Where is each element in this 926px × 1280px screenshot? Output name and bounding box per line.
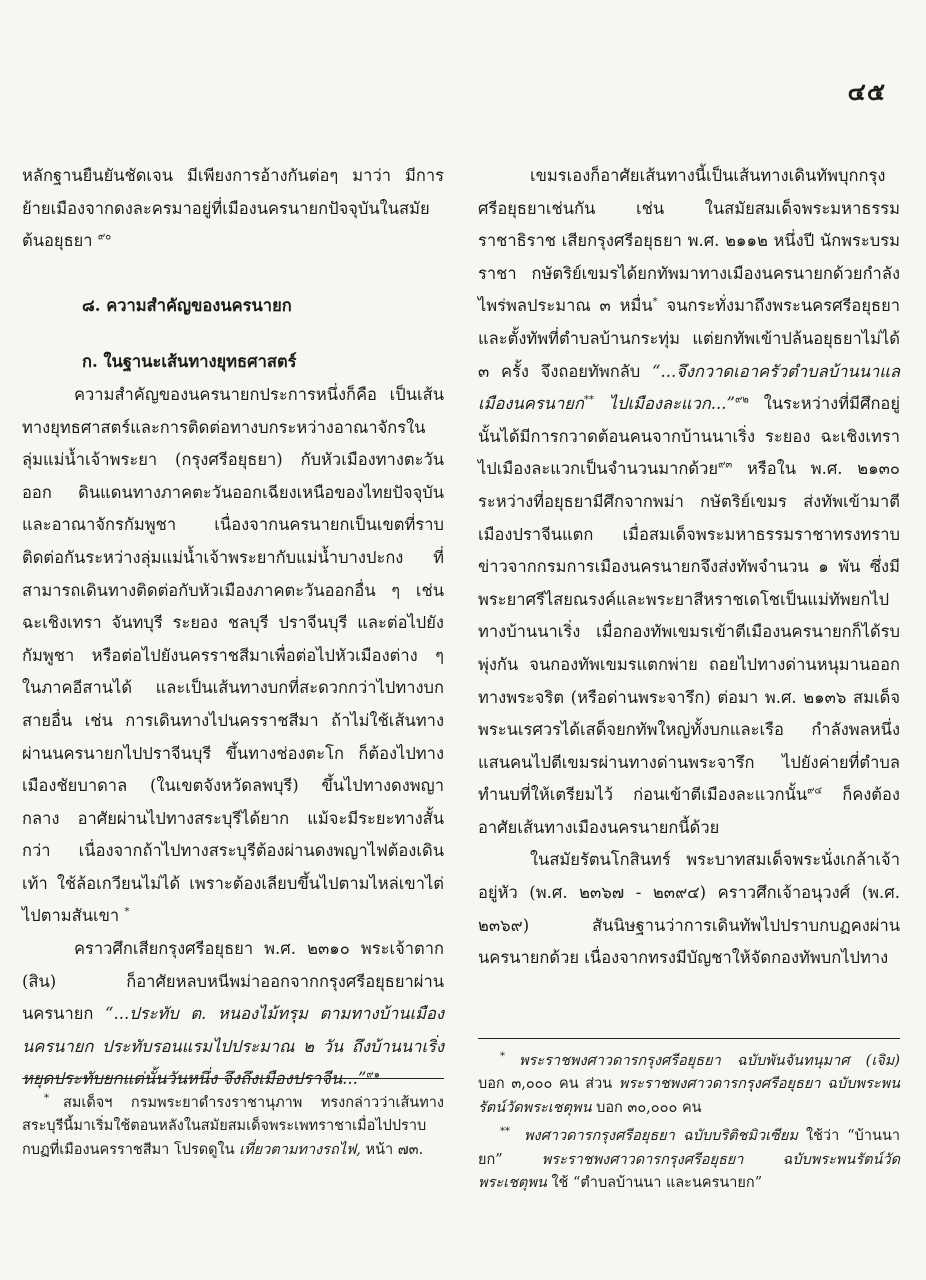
footnote-title: พระราชพงศาวดารกรุงศรีอยุธยา ฉบับพระพนรัตน์วัดพระเชตุพน (478, 1076, 901, 1116)
paragraph-text: หรือใน พ.ศ. ๒๑๓๐ ระหว่างที่อยุธยามีศึกจากพม่า กษัตริย์เขมร ส่งทัพเข้ามาตีเมืองปราจีนแตก เมื่อสมเด็จพระมหาธรรมราชาทรงทราบข่าวจากกรมการเมืองนครนายกจึงส่งทัพจำนวน ๑ พัน ซึ่งมีพระยาศรีไสยณรงค์และพระยาสีหราชเดโชเป็นแม่ทัพยกไปทางบ้านนาเริ่ง เมื่อกองทัพเขมรเข้าตีเมืองนครนายกก็ได้รบพุ่งกัน จนกองทัพเขมรแตกพ่าย ถอยไปทางด่านหนุมานออกทางพระจริต (หรือด่านพระจารึก) ต่อมา พ.ศ. ๒๑๓๖ สมเด็จพระนเรศวรได้เสด็จยกทัพใหญ่ทั้งบกและเรือ กำลังพลหนึ่งแสนคนไปตีเขมรผ่านทางด่านพระจารึก ไปยังค่ายที่ตำบลทำนบที่ให้เตรียมไว้ ก่อนเข้าตีเมืองละแวกนั้น (478, 459, 900, 805)
endnote-marker: ๙๐ (97, 231, 112, 243)
footnote-title: พงศาวดารกรุงศรีอยุธยา ฉบับบริติชมิวเซียม (524, 1128, 798, 1145)
paragraph (22, 933, 444, 1096)
paragraph-text: คราวศึกเสียกรุงศรีอยุธยา พ.ศ. ๒๓๑๐ พระเจ้าตาก (สิน) ก็อาศัยหลบหนีพม่าออกจากกรุงศรีอยุธยาผ่านนครนายก (22, 939, 444, 1024)
page-number: ๔๕ (847, 77, 886, 106)
footnote-text: บอก ๓,๐๐๐ คน ส่วน (478, 1076, 613, 1093)
footnotes-right (478, 1038, 900, 1196)
footnote-title: พระราชพงศาวดารกรุงศรีอยุธยา ฉบับพันจันทนุมาศ (เจิม) (519, 1052, 900, 1069)
footnote-marker: * (652, 296, 658, 308)
paragraph-text: ในระหว่างที่มีศึกอยู่นั้นได้มีการกวาดต้อนคนจากบ้านนาเริ่ง ระยอง ฉะเชิงเทราไปเมืองละแวกเป็นจำนวนมากด้วย (478, 394, 901, 479)
footnote (478, 1120, 900, 1195)
left-column (22, 160, 444, 1096)
subsection-heading: ก. ในฐานะเส้นทางยุทธศาสตร์ (82, 352, 297, 372)
paragraph-text: เขมรเองก็อาศัยเส้นทางนี้เป็นเส้นทางเดินทัพบุกกรุงศรีอยุธยาเช่นกัน เช่น ในสมัยสมเด็จพระมหาธรรมราชาธิราช เสียกรุงศรีอยุธยา พ.ศ. ๒๑๑๒ หนึ่งปี นักพระบรมราชา กษัตริย์เขมรได้ยกทัพมาทางเมืองนครนายกด้วยกำลังไพร่พลประมาณ ๓ หมื่น (478, 166, 900, 316)
footnote-title: เที่ยวตามทางรถไฟ, (239, 1141, 361, 1158)
footnote-mark: ** (500, 1126, 510, 1138)
paragraph-text: ความสำคัญของนครนายกประการหนึ่งก็คือ เป็นเส้นทางยุทธศาสตร์และการติดต่อทางบกระหว่างอาณาจักรในลุ่มแม่น้ำเจ้าพระยา (กรุงศรีอยุธยา) กับหัวเมืองทางตะวันออก ดินแดนทางภาคตะวันออกเฉียงเหนือของไทยปัจจุบัน และอาณาจักรกัมพูชา เนื่องจากนครนายกเป็นเขตที่ราบติดต่อกันระหว่างลุ่มแม่น้ำเจ้าพระยากับแม่น้ำบางปะกง ที่สามารถเดินทางติดต่อกับหัวเมืองภาคตะวันออกอื่น ๆ เช่น ฉะเชิงเทรา จันทบุรี ระยอง ชลบุรี ปราจีนบุรี และต่อไปยังกัมพูชา หรือต่อไปยังนครราชสีมาเพื่อต่อไปหัวเมืองต่าง ๆ ในภาคอีสานได้ และเป็นเส้นทางบกที่สะดวกกว่าไปทางบกสายอื่น เช่น การเดินทางไปนครราชสีมา ถ้าไม่ใช้เส้นทางผ่านนครนายกไปปราจีนบุรี ขึ้นทางช่องตะโก ก็ต้องไปทางเมืองชัยบาดาล (ในเขตจังหวัดลพบุรี) ขึ้นไปทางดงพญากลาง อาศัยผ่านไปทางสระบุรีได้ยาก แม้จะมีระยะทางสั้นกว่า เนื่องจากถ้าไปทางสระบุรีต้องผ่านดงพญาไฟต้องเดินเท้า ใช้ล้อเกวียนไม่ได้ เพราะต้องเลียบขึ้นไปตามไหล่เขาไต่ไปตามสันเขา (22, 384, 444, 926)
right-column (478, 160, 900, 975)
footnote-text: ใช้ว่า “บ้านนายก” (478, 1128, 900, 1168)
paragraph (22, 379, 444, 933)
endnote-marker: ๙๑ (366, 1069, 381, 1081)
footnote-marker: ** (583, 394, 594, 406)
quotation: “...ประทับ ต. หนองไม้ทรุม ตามทางบ้านเมืองนครนายก ประทับรอนแรมไปประมาณ ๒ วัน ถึงบ้านนาเริ่ง หยุดประทับยกแต่นั้นวันหนึ่ง จึงถึงเมืองปราจีน...” (22, 1004, 444, 1089)
paragraph-text: จนกระทั่งมาถึงพระนครศรีอยุธยา และตั้งทัพที่ตำบลบ้านกระทุ่ม แต่ยกทัพเข้าปล้นอยุธยาไม่ได้ ๓ ครั้ง จึงถอยทัพกลับ (478, 296, 900, 381)
footnote-marker: * (124, 906, 130, 918)
paragraph-text: หลักฐานยืนยันชัดเจน มีเพียงการอ้างกันต่อๆ มาว่า มีการย้ายเมืองจากดงละครมาอยู่ที่เมืองนครนายกปัจจุบันในสมัยต้นอยุธยา (22, 166, 444, 251)
footnote (478, 1045, 900, 1120)
paragraph-text: ในสมัยรัตนโกสินทร์ พระบาทสมเด็จพระนั่งเกล้าเจ้าอยู่หัว (พ.ศ. ๒๓๖๗ - ๒๓๙๔) คราวศึกเจ้าอนุวงศ์ (พ.ศ. ๒๓๖๙) สันนิษฐานว่าการเดินทัพไปปราบกบฏคงผ่านนครนายกด้วย เนื่องจากทรงมีบัญชาให้จัดกองทัพบกไปทาง (478, 850, 900, 968)
footnote-text: หน้า ๗๓. (365, 1141, 424, 1158)
footnote-title: พระราชพงศาวดารกรุงศรีอยุธยา ฉบับพระพนรัตน์วัดพระเชตุพน (478, 1151, 901, 1192)
section-heading: ๘. ความสำคัญของนครนายก (82, 295, 292, 315)
footnote-text: สมเด็จฯ กรมพระยาดำรงราชานุภาพ ทรงกล่าวว่าเส้นทางสระบุรีนี้มาเริ่มใช้ตอนหลังในสมัยสมเด็จพระเพทราชาเมื่อไปปราบกบฏที่เมืองนครราชสีมา โปรดดูใน (22, 1094, 444, 1158)
endnote-marker: ๙๓ (718, 459, 733, 471)
quotation: ไปเมืองละแวก...” (608, 394, 735, 414)
footnote-text: บอก ๓๐,๐๐๐ คน (596, 1099, 702, 1116)
footnote (22, 1087, 444, 1162)
endnote-marker: ๙๔ (807, 785, 823, 797)
footnote-mark: * (500, 1051, 505, 1062)
quotation: “...จึงกวาดเอาครัวตำบลบ้านนาแลเมืองนครนายก (478, 361, 900, 414)
footnote-mark: * (44, 1093, 49, 1104)
footnote-text: ใช้ “ตำบลบ้านนา และนครนายก” (551, 1175, 763, 1192)
paragraph (478, 160, 900, 844)
endnote-marker: ๙๒ (734, 394, 749, 406)
paragraph-text: ก็คงต้องอาศัยเส้นทางเมืองนครนายกนี้ด้วย (478, 785, 900, 837)
paragraph (478, 844, 900, 974)
footnotes-left (22, 1078, 444, 1162)
paragraph (22, 160, 444, 258)
